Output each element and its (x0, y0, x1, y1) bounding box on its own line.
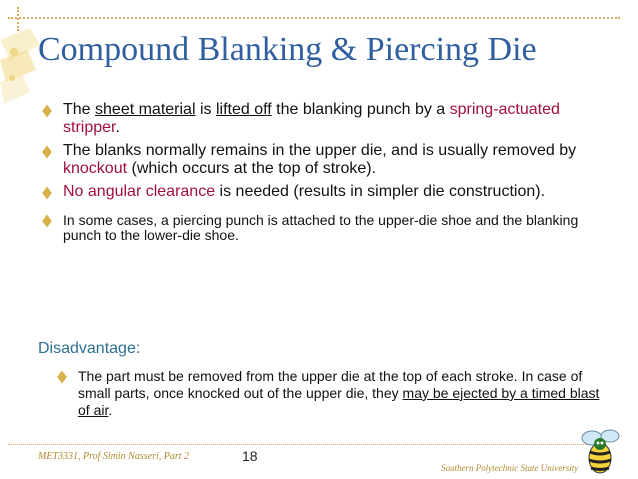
decorative-die-graphic (0, 0, 40, 120)
bullet-highlight-text: knockout (63, 159, 128, 177)
bullet-square-icon (42, 187, 52, 200)
bullet-underlined-text: may be ejected by a timed blast of air (78, 384, 600, 418)
bullet-underlined-text: sheet material (95, 101, 196, 118)
bullet-text: The part must be removed from the upper die at the top of each stroke. In case of small parts, once knocked out of the upper die, they (78, 368, 583, 401)
bullet-square-icon (42, 215, 52, 228)
bullet-text: (which occurs at the top of stroke). (127, 159, 377, 177)
bullet-text: The blanks normally remains in the upper die, and is usually removed by (63, 142, 577, 160)
bullet-text: In some cases, a piercing punch is attached to the upper-die shoe and the blanking punch to the lower-die shoe. (63, 211, 579, 244)
page-number: 18 (242, 448, 258, 464)
bullet-underlined-text: lifted off (215, 101, 272, 118)
disadvantage-heading: Disadvantage: (38, 340, 141, 357)
bee-mascot-icon (578, 424, 622, 476)
bullet-highlight-text: spring-actuated stripper (63, 101, 560, 136)
disadvantage-list (53, 368, 613, 418)
bullet-text: . (115, 118, 120, 136)
bullet-item (53, 368, 613, 418)
bullet-text: is needed (results in simpler die construction). (215, 183, 546, 201)
bullet-text: The (63, 101, 96, 118)
bullet-square-icon (42, 146, 52, 159)
bullet-item (38, 101, 598, 136)
bullet-square-icon (57, 371, 67, 384)
bullet-text: the blanking punch by a (271, 101, 450, 118)
header-rule (8, 17, 620, 19)
bullet-item (38, 183, 598, 201)
bullet-text: . (108, 401, 113, 418)
footer-rule (8, 444, 598, 445)
bullet-square-icon (42, 105, 52, 118)
bullet-list (38, 101, 598, 244)
bullet-item (38, 213, 598, 244)
slide-title: Compound Blanking & Piercing Die (38, 31, 537, 68)
footer-course-label: MET3331, Prof Simin Nasseri, Part 2 (38, 451, 190, 462)
bullet-text: is (195, 101, 216, 118)
bullet-highlight-text: No angular clearance (63, 183, 216, 201)
footer-university-label: Southern Polytechnic State University (441, 463, 579, 473)
bullet-item (38, 142, 598, 177)
